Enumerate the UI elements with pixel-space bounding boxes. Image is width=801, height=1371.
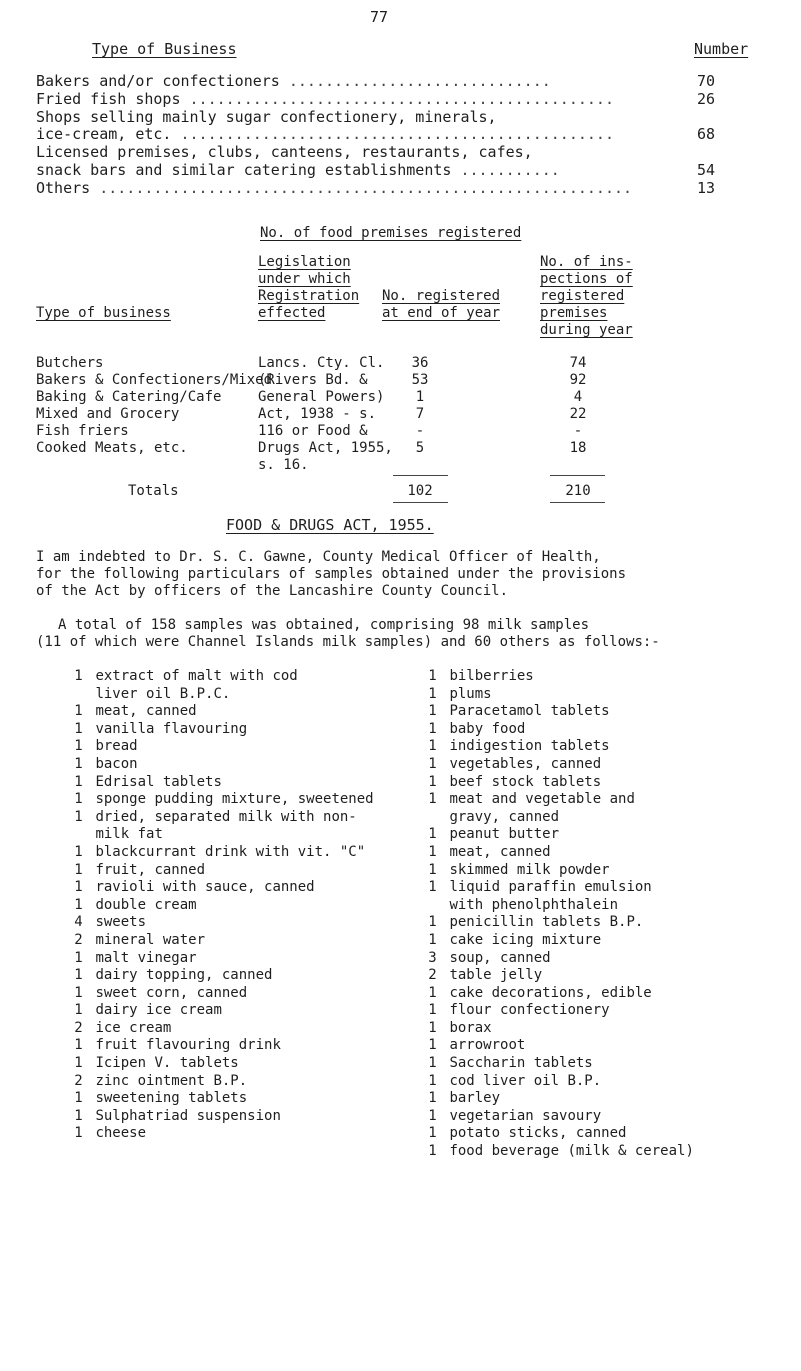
sample-name: arrowroot (449, 1037, 526, 1054)
sample-count: 4 (74, 914, 83, 931)
sample-count: 1 (428, 685, 437, 702)
sample-count: 1 (428, 720, 437, 737)
paragraph-line: of the Act by officers of the Lancashire County Council. (36, 583, 509, 599)
sample-item (70, 703, 374, 721)
business-row (36, 108, 497, 126)
sample-name: barley (449, 1090, 501, 1107)
sample-item (424, 862, 694, 880)
sample-name: Edrisal tablets (95, 773, 222, 790)
total-rule (550, 475, 605, 476)
sample-name: bread (95, 738, 138, 755)
sample-name: fruit, canned (95, 861, 206, 878)
sample-item (70, 1108, 374, 1126)
sample-item (70, 897, 374, 915)
business-label: snack bars and similar catering establishments (36, 161, 452, 179)
sample-item (424, 1073, 694, 1091)
sample-item (424, 950, 694, 968)
sample-count: 1 (74, 1002, 83, 1019)
sample-count: 1 (428, 791, 437, 808)
legislation-header-line: under which (258, 271, 351, 287)
sample-item (70, 1002, 374, 1020)
business-number: 68 (697, 125, 716, 143)
sample-count: 1 (428, 1055, 437, 1072)
sample-item (424, 1143, 694, 1161)
premises-type: Cooked Meats, etc. (36, 440, 188, 456)
premises-legislation: Drugs Act, 1955, (258, 440, 393, 456)
sample-name: cod liver oil B.P. (449, 1072, 602, 1089)
sample-count: 1 (428, 1037, 437, 1054)
premises-type: Fish friers (36, 423, 129, 439)
sample-name: blackcurrant drink with vit. "C" (95, 843, 366, 860)
sample-name: cheese (95, 1125, 147, 1142)
sample-count: 1 (428, 1107, 437, 1124)
sample-name: sweet corn, canned (95, 984, 248, 1001)
sample-item (70, 809, 374, 827)
sample-item (70, 1055, 374, 1073)
sample-item (424, 668, 694, 686)
sample-item (70, 1125, 374, 1143)
type-header: Type of business (36, 305, 171, 321)
inspections-header-line: premises (540, 305, 608, 321)
sample-item (424, 897, 694, 915)
sample-name: sweetening tablets (95, 1090, 248, 1107)
sample-name: fruit flavouring drink (95, 1037, 281, 1054)
sample-name: vegetables, canned (449, 755, 602, 772)
sample-name: table jelly (449, 967, 543, 984)
sample-item (424, 932, 694, 950)
sample-item (70, 967, 374, 985)
inspections-header-line: registered (540, 288, 625, 304)
sample-name: sponge pudding mixture, sweetened (95, 791, 374, 808)
sample-count: 1 (428, 843, 437, 860)
registered-header-line: at end of year (382, 305, 501, 321)
sample-name: double cream (95, 896, 197, 913)
sample-name: dairy topping, canned (95, 967, 273, 984)
sample-count: 1 (74, 668, 83, 684)
sample-count: 1 (74, 1055, 83, 1072)
business-row (36, 179, 632, 197)
sample-item (424, 985, 694, 1003)
sample-count: 1 (74, 843, 83, 860)
sample-item (424, 809, 694, 827)
sample-count: 1 (74, 738, 83, 755)
sample-name: milk fat (95, 826, 163, 843)
premises-inspections: 74 (569, 355, 587, 371)
sample-item (70, 756, 374, 774)
premises-type: Butchers (36, 355, 104, 371)
sample-count: 1 (428, 1125, 437, 1142)
sample-item (70, 1037, 374, 1055)
paragraph-line: I am indebted to Dr. S. C. Gawne, County Medical Officer of Health, (36, 549, 601, 565)
sample-name: skimmed milk powder (449, 861, 610, 878)
sample-item (424, 1108, 694, 1126)
business-label: Bakers and/or confectioners (36, 72, 280, 90)
sample-count: 1 (428, 914, 437, 931)
sample-count: 2 (428, 967, 437, 984)
premises-legislation: (Rivers Bd. & (258, 372, 368, 388)
sample-name: peanut butter (449, 826, 560, 843)
sample-count: 1 (428, 1072, 437, 1089)
totals-label: Totals (128, 483, 179, 499)
premises-registered: 1 (415, 389, 425, 405)
sample-name: bilberries (449, 668, 534, 684)
business-number: 13 (697, 179, 716, 197)
sample-item (70, 668, 374, 686)
legislation-header-line: effected (258, 305, 326, 321)
sample-count: 1 (74, 1107, 83, 1124)
sample-name: malt vinegar (95, 949, 197, 966)
sample-name: zinc ointment B.P. (95, 1072, 248, 1089)
premises-registered: 36 (411, 355, 429, 371)
premises-registered: 7 (415, 406, 425, 422)
total-inspections: 210 (565, 483, 591, 499)
sample-item (424, 1037, 694, 1055)
sample-name: flour confectionery (449, 1002, 610, 1019)
leader-dots: ................................................ (180, 125, 614, 143)
sample-name: mineral water (95, 931, 206, 948)
business-label: Shops selling mainly sugar confectionery, minerals, (36, 108, 497, 126)
sample-count: 1 (74, 720, 83, 737)
sample-item (70, 774, 374, 792)
premises-inspections: 22 (569, 406, 587, 422)
business-number: 54 (697, 161, 716, 179)
premises-registered: - (415, 423, 425, 439)
total-rule (393, 475, 448, 476)
sample-count: 1 (428, 755, 437, 772)
sample-item (424, 826, 694, 844)
sample-name: Paracetamol tablets (449, 703, 610, 720)
premises-inspections: - (573, 423, 583, 439)
samples-right-list (424, 668, 694, 1161)
sample-count: 1 (74, 896, 83, 913)
leader-dots: ........................................................... (99, 179, 633, 197)
sample-item (70, 844, 374, 862)
sample-item (70, 932, 374, 950)
premises-legislation: s. 16. (258, 457, 309, 473)
sample-name: ice cream (95, 1019, 172, 1036)
legislation-header-line: Legislation (258, 254, 351, 270)
business-label: ice-cream, etc. (36, 125, 172, 143)
sample-count: 1 (74, 1037, 83, 1054)
samples-left-list (70, 668, 374, 1143)
sample-count: 1 (74, 984, 83, 1001)
sample-item (424, 1125, 694, 1143)
sample-item (424, 721, 694, 739)
total-rule (393, 502, 448, 503)
sample-item (70, 721, 374, 739)
sample-item (424, 738, 694, 756)
sample-count: 1 (428, 773, 437, 790)
sample-count: 1 (74, 967, 83, 984)
sample-name: potato sticks, canned (449, 1125, 627, 1142)
sample-name: food beverage (milk & cereal) (449, 1143, 694, 1160)
sample-name: penicillin tablets B.P. (449, 914, 644, 931)
act-title: FOOD & DRUGS ACT, 1955. (226, 516, 434, 534)
business-label: Fried fish shops (36, 90, 181, 108)
inspections-header-line: pections of (540, 271, 633, 287)
total-rule (550, 502, 605, 503)
page-number: 77 (370, 8, 389, 26)
sample-item (424, 703, 694, 721)
sample-count: 3 (428, 949, 437, 966)
sample-item (424, 774, 694, 792)
sample-name: meat and vegetable and (449, 791, 635, 808)
sample-name: indigestion tablets (449, 738, 610, 755)
sample-name: sweets (95, 914, 147, 931)
sample-count: 1 (428, 826, 437, 843)
sample-item (424, 791, 694, 809)
sample-count: 1 (74, 791, 83, 808)
sample-count: 2 (74, 931, 83, 948)
sample-name: ravioli with sauce, canned (95, 879, 315, 896)
sample-name: cake decorations, edible (449, 984, 652, 1001)
business-number: 70 (697, 72, 716, 90)
sample-item (424, 967, 694, 985)
sample-item (424, 1020, 694, 1038)
inspections-header-line: No. of ins- (540, 254, 633, 270)
sample-count: 1 (74, 755, 83, 772)
sample-item (70, 826, 374, 844)
sample-item (424, 686, 694, 704)
sample-item (424, 914, 694, 932)
sample-name: meat, canned (449, 843, 551, 860)
sample-name: cake icing mixture (449, 931, 602, 948)
premises-registered: 5 (415, 440, 425, 456)
sample-item (70, 686, 374, 704)
sample-item (70, 1090, 374, 1108)
sample-name: liver oil B.P.C. (95, 685, 231, 702)
premises-type: Mixed and Grocery (36, 406, 180, 422)
sample-count: 1 (74, 949, 83, 966)
sample-item (70, 791, 374, 809)
sample-count: 1 (428, 668, 437, 684)
sample-count: 1 (74, 808, 83, 825)
sample-count: 1 (74, 879, 83, 896)
sample-name: extract of malt with cod (95, 668, 298, 684)
sample-count: 1 (428, 1090, 437, 1107)
sample-count: 1 (428, 861, 437, 878)
sample-name: dairy ice cream (95, 1002, 222, 1019)
sample-item (70, 1020, 374, 1038)
sample-item (424, 879, 694, 897)
total-registered: 102 (407, 483, 433, 499)
sample-item (424, 1055, 694, 1073)
sample-item (424, 1090, 694, 1108)
sample-name: Saccharin tablets (449, 1055, 593, 1072)
sample-item (70, 914, 374, 932)
business-row (36, 90, 614, 108)
inspections-header-line: during year (540, 322, 633, 338)
business-label: Others (36, 179, 91, 197)
premises-type: Bakers & Confectioners/Mixed (36, 372, 273, 388)
sample-name: bacon (95, 755, 138, 772)
leader-dots: ............................................... (189, 90, 614, 108)
sample-name: meat, canned (95, 703, 197, 720)
business-row (36, 161, 560, 179)
sample-count: 1 (428, 1019, 437, 1036)
sample-count: 1 (428, 703, 437, 720)
sample-item (70, 738, 374, 756)
leader-dots: ............................. (288, 72, 551, 90)
sample-name: beef stock tablets (449, 773, 602, 790)
food-premises-title: No. of food premises registered (260, 225, 522, 241)
business-label: Licensed premises, clubs, canteens, restaurants, cafes, (36, 143, 533, 161)
sample-name: vanilla flavouring (95, 720, 248, 737)
sample-count: 1 (74, 703, 83, 720)
sample-count: 1 (74, 861, 83, 878)
premises-inspections: 4 (573, 389, 583, 405)
sample-name: plums (449, 685, 492, 702)
sample-count: 1 (428, 738, 437, 755)
sample-count: 2 (74, 1019, 83, 1036)
premises-type: Baking & Catering/Cafe (36, 389, 222, 405)
sample-name: gravy, canned (449, 808, 560, 825)
premises-legislation: Lancs. Cty. Cl. (258, 355, 385, 371)
premises-legislation: Act, 1938 - s. (258, 406, 377, 422)
sample-count: 1 (428, 984, 437, 1001)
premises-inspections: 92 (569, 372, 587, 388)
sample-item (424, 844, 694, 862)
sample-item (70, 862, 374, 880)
sample-count: 1 (428, 1002, 437, 1019)
leader-dots: ........... (460, 161, 560, 179)
number-header: Number (694, 40, 749, 58)
sample-count: 1 (428, 931, 437, 948)
sample-name: liquid paraffin emulsion (449, 879, 652, 896)
registered-header-line: No. registered (382, 288, 501, 304)
sample-name: borax (449, 1019, 492, 1036)
sample-name: soup, canned (449, 949, 551, 966)
type-of-business-header: Type of Business (92, 40, 237, 58)
sample-item (424, 756, 694, 774)
sample-name: with phenolphthalein (449, 896, 619, 913)
sample-item (424, 1002, 694, 1020)
paragraph-line: A total of 158 samples was obtained, comprising 98 milk samples (58, 617, 590, 633)
premises-legislation: 116 or Food & (258, 423, 368, 439)
business-row (36, 143, 533, 161)
sample-item (70, 950, 374, 968)
sample-count: 1 (428, 879, 437, 896)
premises-legislation: General Powers) (258, 389, 385, 405)
premises-registered: 53 (411, 372, 429, 388)
sample-name: baby food (449, 720, 526, 737)
sample-item (70, 985, 374, 1003)
sample-item (70, 879, 374, 897)
sample-count: 1 (74, 773, 83, 790)
business-row (36, 125, 614, 143)
sample-count: 1 (428, 1143, 437, 1160)
legislation-header-line: Registration (258, 288, 360, 304)
sample-count: 1 (74, 1125, 83, 1142)
sample-name: Sulphatriad suspension (95, 1107, 281, 1124)
sample-name: Icipen V. tablets (95, 1055, 239, 1072)
sample-item (70, 1073, 374, 1091)
paragraph-line: for the following particulars of samples obtained under the provisions (36, 566, 627, 582)
sample-name: dried, separated milk with non- (95, 808, 357, 825)
paragraph-line: (11 of which were Channel Islands milk samples) and 60 others as follows:- (36, 634, 660, 650)
premises-inspections: 18 (569, 440, 587, 456)
sample-count: 2 (74, 1072, 83, 1089)
business-row (36, 72, 551, 90)
sample-name: vegetarian savoury (449, 1107, 602, 1124)
sample-count: 1 (74, 1090, 83, 1107)
business-number: 26 (697, 90, 716, 108)
